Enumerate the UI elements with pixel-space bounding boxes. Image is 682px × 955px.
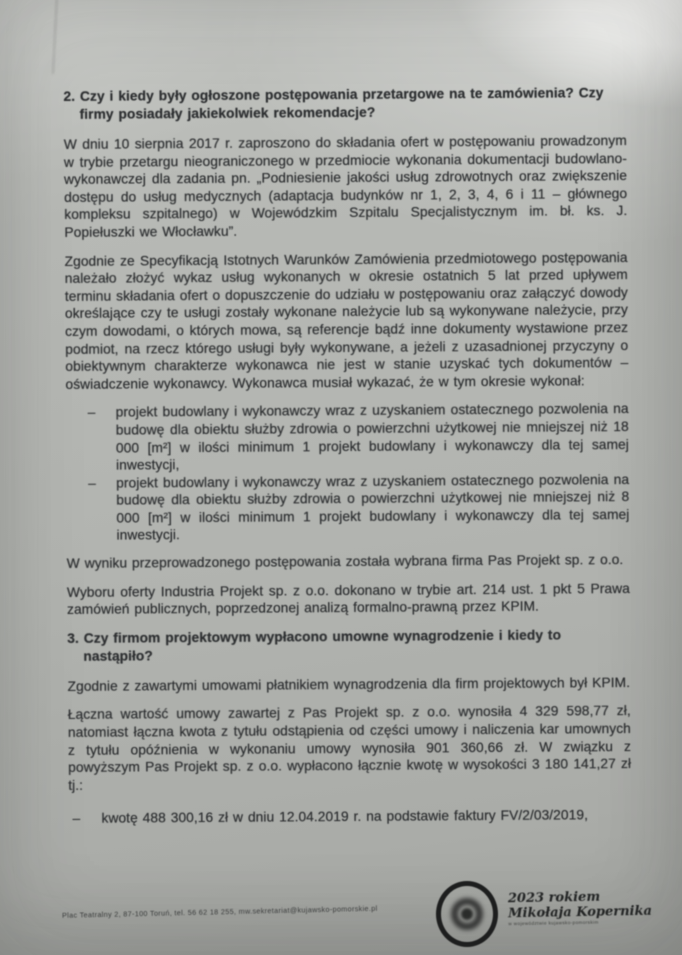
center-dot-icon [461, 908, 473, 920]
requirement-text: projekt budowlany i wykonawczy wraz z uzyskaniem ostatecznego pozwolenia na budowę dla obiektu służby zdrowia o powierzchni użytkowej nie mniejszej niż 18 000 [m²] w ilości minimum 1 projekt budowlany i wykonawczy dla tej samej inwestycji, [115, 401, 629, 473]
paper-edge-shadow [52, 0, 58, 74]
paragraph-selection-mode: Wyboru oferty Industria Projekt sp. z o.o. dokonano w trybie art. 214 ust. 1 pkt 5 Prawa zamówień publicznych, poprzedzonej analizą formalno-prawną przez KPIM. [66, 580, 630, 618]
logo-name-line: Mikołaja Kopernika [508, 903, 653, 922]
payments-list [68, 806, 631, 828]
list-item [68, 806, 631, 828]
orbit-rings-icon [436, 881, 498, 947]
copernicus-2023-logo [436, 881, 652, 947]
paragraph-siwz-requirements: Zgodnie ze Specyfikacją Istotnych Warunków Zamówienia przedmiotowego postępowania należało złożyć wykaz usług wykonanych w okresie ostatnich 5 lat przed upływem terminu składania ofert o dopuszczenie do udziału w postępowaniu oraz załączyć dowody określające czy te usługi zostały wykonane należycie lub są wykonywane należycie, przy czym dowodami, o których mowa, są referencje bądź inne dokumenty wystawione przez podmiot, na rzecz którego usługi były wykonywane, a jeżeli z uzasadnionej przyczyny o obiektywnym charakterze wykonawca nie jest w stanie uzyskać tych dokumentów – oświadczenie wykonawcy. Wykonawca musiał wykazać, że w tym okresie wykonał: [64, 249, 629, 392]
paragraph-selected-firm: W wyniku przeprowadzonego postępowania została wybrana firma Pas Projekt sp. z o.o. [66, 552, 624, 572]
question-3-heading: 3. Czy firmom projektowym wypłacono umowne wynagrodzenie i kiedy to nastąpiło? [67, 627, 562, 664]
dash-bullet: – [72, 811, 81, 827]
payment-text: kwotę 488 300,16 zł w dniu 12.04.2019 r. na podstawie faktury FV/2/03/2019, [101, 807, 589, 827]
dash-bullet: – [88, 475, 96, 491]
logo-year-line: 2023 rokiem [507, 889, 601, 907]
list-item [66, 471, 629, 545]
paragraph-tender-invitation: W dniu 10 sierpnia 2017 r. zaproszono do składania ofert w postępowaniu prowadzonym w trybie przetargu nieograniczonego w przedmiocie wykonania dokumentacji budowlano-wykonawczej dla zadania pn. „Podniesienie jakości usług zdrowotnych oraz zwiększenie dostępu do usług medycznych (adaptacja budynków nr 1, 2, 3, 4, 6 i 11 – głównego kompleksu szpitalnego) w Wojewódzkim Szpitalu Specjalistycznym im. bł. ks. J. Popiełuszki we Włocławku”. [63, 133, 628, 240]
paragraph-contract-amounts: Łączna wartość umowy zawartej z Pas Projekt sp. z o.o. wynosiła 4 329 598,77 zł, natomiast łączna kwota z tytułu odstąpienia od części umowy i naliczenia kar umownych z tytułu opóźnienia w wykonaniu umowy wynosiła 901 360,66 zł. W związku z powyższym Pas Projekt sp. z o.o. wypłacono łącznie kwotę w wysokości 3 180 141,27 zł tj.: [67, 703, 632, 793]
requirement-text: projekt budowlany i wykonawczy wraz z uzyskaniem ostatecznego pozwolenia na budowę dla obiektu służby zdrowia o powierzchni użytkowej nie mniejszej niż 8 000 [m²] w ilości minimum 1 projekt budowlany i wykonawczy dla tej samej inwestycji. [116, 471, 630, 544]
letter-body [63, 84, 631, 838]
list-item [66, 400, 629, 474]
footer-address: Plac Teatralny 2, 87-100 Toruń, tel. 56 62 18 255, mw.sekretariat@kujawsko-pomorskie.pl [61, 903, 378, 920]
logo-sub-line: w województwie kujawsko-pomorskim [508, 919, 599, 927]
paragraph-payer: Zgodnie z zawartymi umowami płatnikiem wynagrodzenia dla firm projektowych był KPIM. [67, 674, 631, 694]
dash-bullet: – [87, 405, 96, 421]
requirements-list [66, 400, 630, 545]
question-2-heading: 2. Czy i kiedy były ogłoszone postępowania przetargowe na te zamówienia? Czy firmy posiadały jakiekolwiek rekomendacje? [63, 85, 604, 122]
logo-caption [508, 880, 653, 928]
